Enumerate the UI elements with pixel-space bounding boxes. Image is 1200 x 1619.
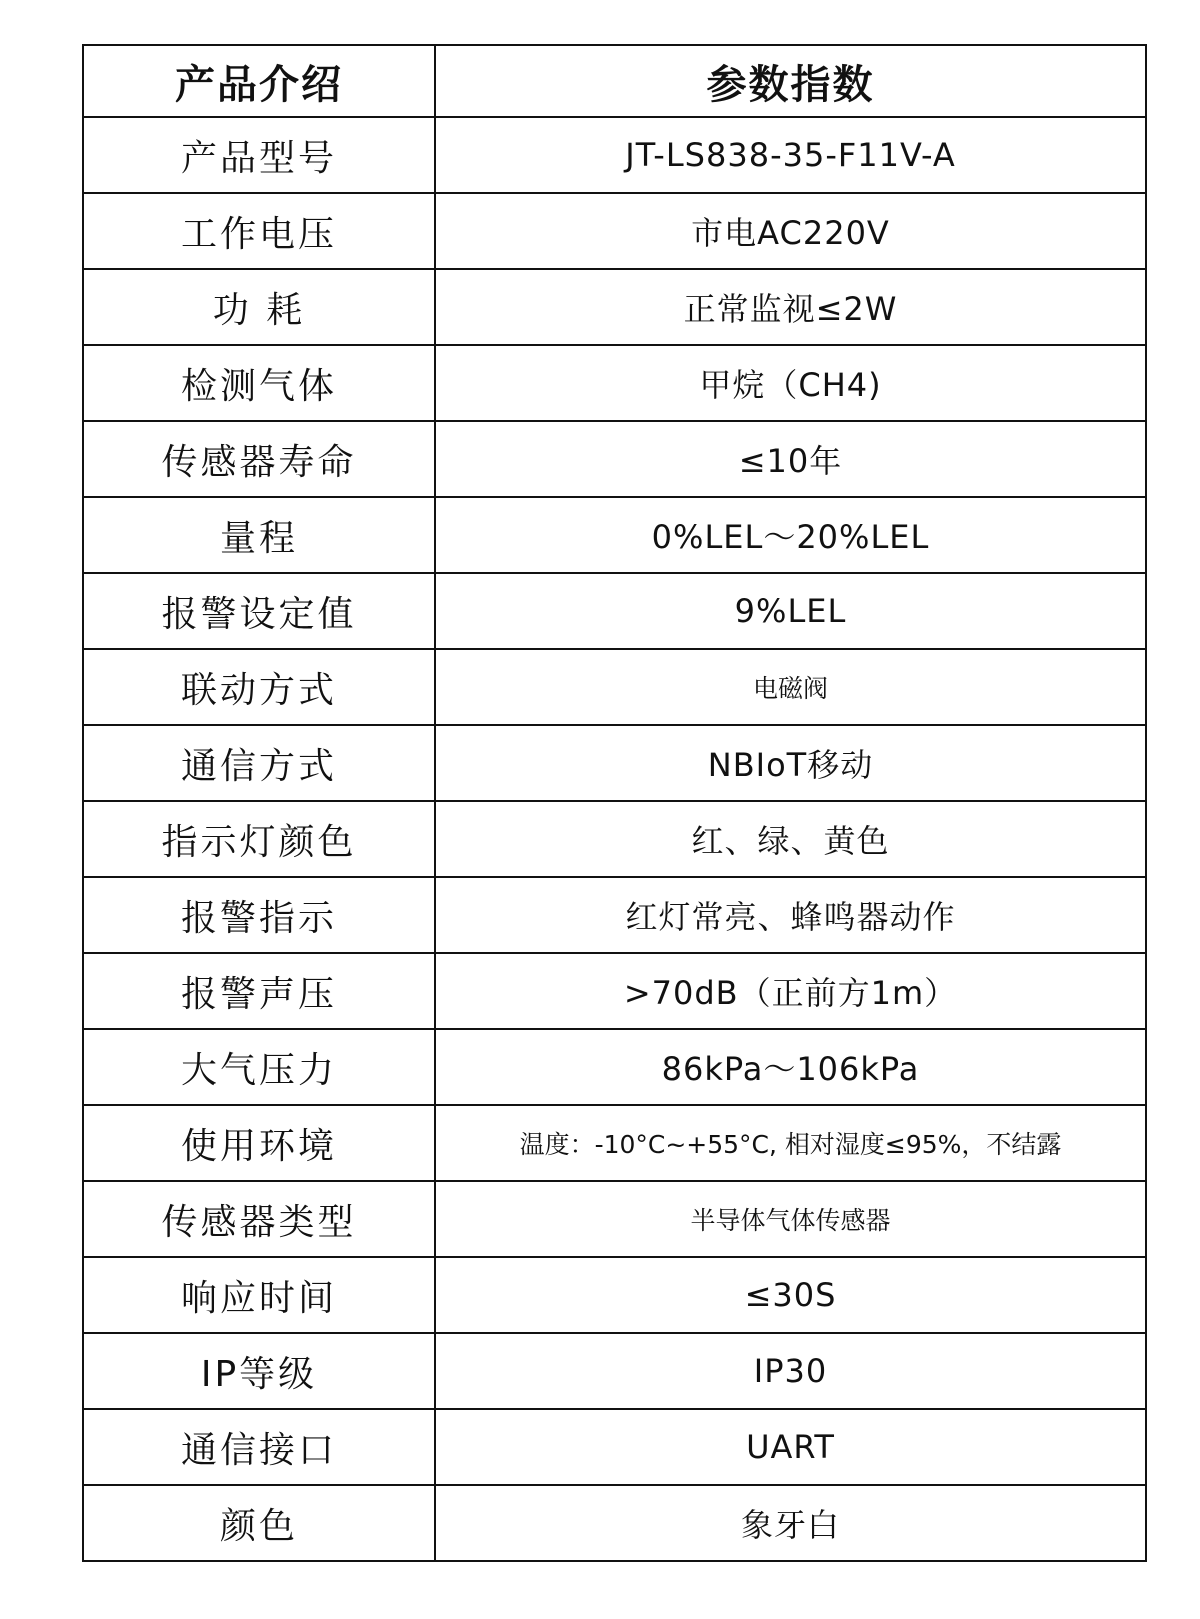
header-parameters: 参数指数: [435, 45, 1146, 117]
header-product-intro: 产品介绍: [83, 45, 435, 117]
table-row: [83, 1257, 1146, 1333]
param-value-indicator-color: 红、绿、黄色: [435, 801, 1146, 877]
table-row: [83, 801, 1146, 877]
table-row: [83, 1105, 1146, 1181]
table-row: [83, 1409, 1146, 1485]
param-value-atmospheric-pressure: 86kPa～106kPa: [435, 1029, 1146, 1105]
param-name-color: 颜色: [83, 1485, 435, 1561]
table-row: [83, 1181, 1146, 1257]
table-row: [83, 421, 1146, 497]
table-row: [83, 345, 1146, 421]
spec-table: [82, 44, 1147, 1562]
param-value-sensor-type: 半导体气体传感器: [435, 1181, 1146, 1257]
table-row: [83, 953, 1146, 1029]
param-value-power: 正常监视≤2W: [435, 269, 1146, 345]
param-name-sensor-type: 传感器类型: [83, 1181, 435, 1257]
table-row: [83, 1333, 1146, 1409]
param-name-alarm-indication: 报警指示: [83, 877, 435, 953]
param-name-gas: 检测气体: [83, 345, 435, 421]
param-name-power: 功 耗: [83, 269, 435, 345]
param-name-voltage: 工作电压: [83, 193, 435, 269]
param-value-ip-rating: IP30: [435, 1333, 1146, 1409]
param-value-environment: 温度：-10°C~+55°C, 相对湿度≤95%，不结露: [435, 1105, 1146, 1181]
param-name-linkage: 联动方式: [83, 649, 435, 725]
param-name-model: 产品型号: [83, 117, 435, 193]
param-value-gas: 甲烷（CH4): [435, 345, 1146, 421]
param-value-sensor-life: ≤10年: [435, 421, 1146, 497]
table-row: [83, 573, 1146, 649]
table-row: [83, 1029, 1146, 1105]
param-name-response-time: 响应时间: [83, 1257, 435, 1333]
param-value-sound-pressure: >70dB（正前方1m）: [435, 953, 1146, 1029]
param-name-comm-interface: 通信接口: [83, 1409, 435, 1485]
param-name-comm-mode: 通信方式: [83, 725, 435, 801]
param-value-linkage: 电磁阀: [435, 649, 1146, 725]
param-value-comm-mode: NBIoT移动: [435, 725, 1146, 801]
param-name-environment: 使用环境: [83, 1105, 435, 1181]
param-name-indicator-color: 指示灯颜色: [83, 801, 435, 877]
table-header-row: [83, 45, 1146, 117]
param-value-model: JT-LS838-35-F11V-A: [435, 117, 1146, 193]
table-row: [83, 117, 1146, 193]
table-row: [83, 269, 1146, 345]
param-name-sound-pressure: 报警声压: [83, 953, 435, 1029]
param-value-alarm-indication: 红灯常亮、蜂鸣器动作: [435, 877, 1146, 953]
param-name-ip-rating: IP等级: [83, 1333, 435, 1409]
table-row: [83, 649, 1146, 725]
param-name-range: 量程: [83, 497, 435, 573]
table-row: [83, 725, 1146, 801]
param-name-atmospheric-pressure: 大气压力: [83, 1029, 435, 1105]
param-value-comm-interface: UART: [435, 1409, 1146, 1485]
table-row: [83, 193, 1146, 269]
param-value-range: 0%LEL～20%LEL: [435, 497, 1146, 573]
param-name-alarm-setpoint: 报警设定值: [83, 573, 435, 649]
table-row: [83, 877, 1146, 953]
param-name-sensor-life: 传感器寿命: [83, 421, 435, 497]
param-value-response-time: ≤30S: [435, 1257, 1146, 1333]
param-value-voltage: 市电AC220V: [435, 193, 1146, 269]
param-value-alarm-setpoint: 9%LEL: [435, 573, 1146, 649]
table-row: [83, 497, 1146, 573]
param-value-color: 象牙白: [435, 1485, 1146, 1561]
table-row: [83, 1485, 1146, 1561]
